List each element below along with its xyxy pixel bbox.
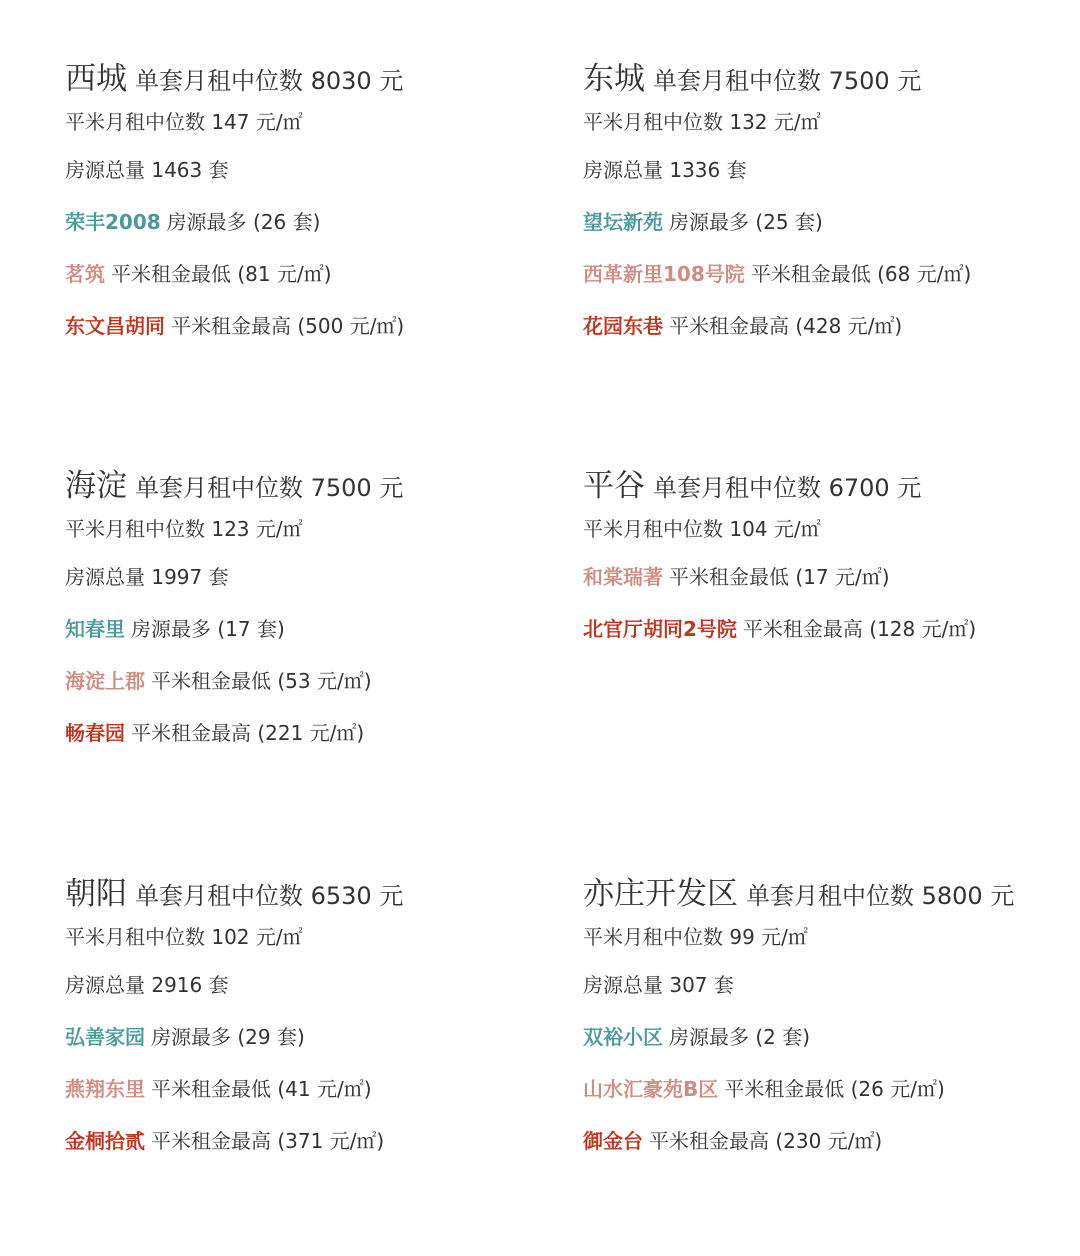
lowest-price-row: [583, 551, 1063, 603]
highest-price-text: 平米租金最高 (128 元/㎡): [742, 617, 977, 641]
lowest-price-text: 平米租金最低 (53 元/㎡): [151, 669, 372, 693]
district-heading: [583, 465, 1063, 507]
district-card-pinggu: [583, 465, 1063, 655]
district-card-haidian: [65, 465, 545, 759]
lowest-price-row: [65, 248, 545, 300]
median-sqm-rent: 平米月租中位数 147 元/㎡: [65, 110, 303, 134]
district-name: 西城: [65, 61, 127, 97]
district-card-chaoyang: [65, 873, 545, 1167]
district-heading: [583, 873, 1063, 915]
lowest-price-community: 海淀上郡: [65, 669, 145, 693]
highest-price-community: 北官厅胡同2号院: [583, 617, 737, 641]
district-heading: [65, 873, 545, 915]
lowest-price-text: 平米租金最低 (41 元/㎡): [151, 1077, 372, 1101]
highest-price-community: 畅春园: [65, 721, 125, 745]
median-sqm-rent: 平米月租中位数 102 元/㎡: [65, 925, 303, 949]
total-listings: 房源总量 1463 套: [65, 158, 229, 182]
total-listings: 房源总量 1997 套: [65, 565, 229, 589]
district-name: 平谷: [583, 468, 645, 504]
highest-price-text: 平米租金最高 (221 元/㎡): [131, 721, 365, 745]
median-sqm-rent: 平米月租中位数 132 元/㎡: [583, 110, 821, 134]
most-listings-community: 知春里: [65, 617, 125, 641]
lowest-price-community: 茗筑: [65, 262, 105, 286]
median-sqm-rent: 平米月租中位数 123 元/㎡: [65, 517, 303, 541]
most-listings-text: 房源最多 (26 套): [166, 210, 321, 234]
most-listings-community: 双裕小区: [583, 1025, 663, 1049]
lowest-price-community: 山水汇豪苑B区: [583, 1077, 719, 1101]
highest-price-row: [65, 300, 545, 352]
median-sqm-rent: 平米月租中位数 104 元/㎡: [583, 517, 821, 541]
most-listings-row: [583, 196, 1063, 248]
highest-price-row: [583, 300, 1063, 352]
total-listings: 房源总量 1336 套: [583, 158, 747, 182]
highest-price-row: [65, 1115, 545, 1167]
most-listings-community: 弘善家园: [65, 1025, 145, 1049]
highest-price-text: 平米租金最高 (500 元/㎡): [171, 314, 405, 338]
median-sqm-rent: 平米月租中位数 99 元/㎡: [583, 925, 808, 949]
most-listings-text: 房源最多 (25 套): [669, 210, 823, 234]
district-heading: [65, 58, 545, 100]
district-name: 东城: [583, 61, 645, 97]
lowest-price-text: 平米租金最低 (17 元/㎡): [669, 565, 890, 589]
district-name: 朝阳: [65, 876, 127, 912]
median-unit-rent: 单套月租中位数 7500 元: [135, 474, 404, 502]
median-unit-rent: 单套月租中位数 6530 元: [135, 882, 404, 910]
lowest-price-community: 和棠瑞著: [583, 565, 663, 589]
median-unit-rent: 单套月租中位数 8030 元: [135, 67, 404, 95]
most-listings-row: [65, 1011, 545, 1063]
highest-price-text: 平米租金最高 (371 元/㎡): [151, 1129, 385, 1153]
highest-price-community: 金桐拾贰: [65, 1129, 145, 1153]
lowest-price-row: [65, 655, 545, 707]
lowest-price-text: 平米租金最低 (68 元/㎡): [750, 262, 972, 286]
district-name: 海淀: [65, 468, 127, 504]
lowest-price-row: [583, 1063, 1063, 1115]
median-unit-rent: 单套月租中位数 6700 元: [653, 474, 922, 502]
most-listings-community: 望坛新苑: [583, 210, 663, 234]
highest-price-row: [65, 707, 545, 759]
district-name: 亦庄开发区: [583, 876, 738, 912]
most-listings-row: [65, 196, 545, 248]
lowest-price-community: 西革新里108号院: [583, 262, 745, 286]
district-heading: [65, 465, 545, 507]
highest-price-text: 平米租金最高 (428 元/㎡): [669, 314, 903, 338]
most-listings-text: 房源最多 (17 套): [131, 617, 285, 641]
most-listings-text: 房源最多 (2 套): [669, 1025, 811, 1049]
most-listings-row: [583, 1011, 1063, 1063]
district-card-dongcheng: [583, 58, 1063, 352]
district-card-yizhuang: [583, 873, 1063, 1167]
highest-price-community: 御金台: [583, 1129, 643, 1153]
district-card-xicheng: [65, 58, 545, 352]
most-listings-text: 房源最多 (29 套): [151, 1025, 305, 1049]
highest-price-row: [583, 1115, 1063, 1167]
median-unit-rent: 单套月租中位数 5800 元: [746, 882, 1015, 910]
lowest-price-row: [65, 1063, 545, 1115]
highest-price-community: 东文昌胡同: [65, 314, 165, 338]
median-unit-rent: 单套月租中位数 7500 元: [653, 67, 922, 95]
district-heading: [583, 58, 1063, 100]
total-listings: 房源总量 2916 套: [65, 973, 229, 997]
highest-price-text: 平米租金最高 (230 元/㎡): [649, 1129, 883, 1153]
lowest-price-text: 平米租金最低 (81 元/㎡): [111, 262, 332, 286]
most-listings-community: 荣丰2008: [65, 210, 161, 234]
lowest-price-text: 平米租金最低 (26 元/㎡): [724, 1077, 945, 1101]
total-listings: 房源总量 307 套: [583, 973, 734, 997]
highest-price-row: [583, 603, 1063, 655]
most-listings-row: [65, 603, 545, 655]
highest-price-community: 花园东巷: [583, 314, 663, 338]
lowest-price-row: [583, 248, 1063, 300]
lowest-price-community: 燕翔东里: [65, 1077, 145, 1101]
